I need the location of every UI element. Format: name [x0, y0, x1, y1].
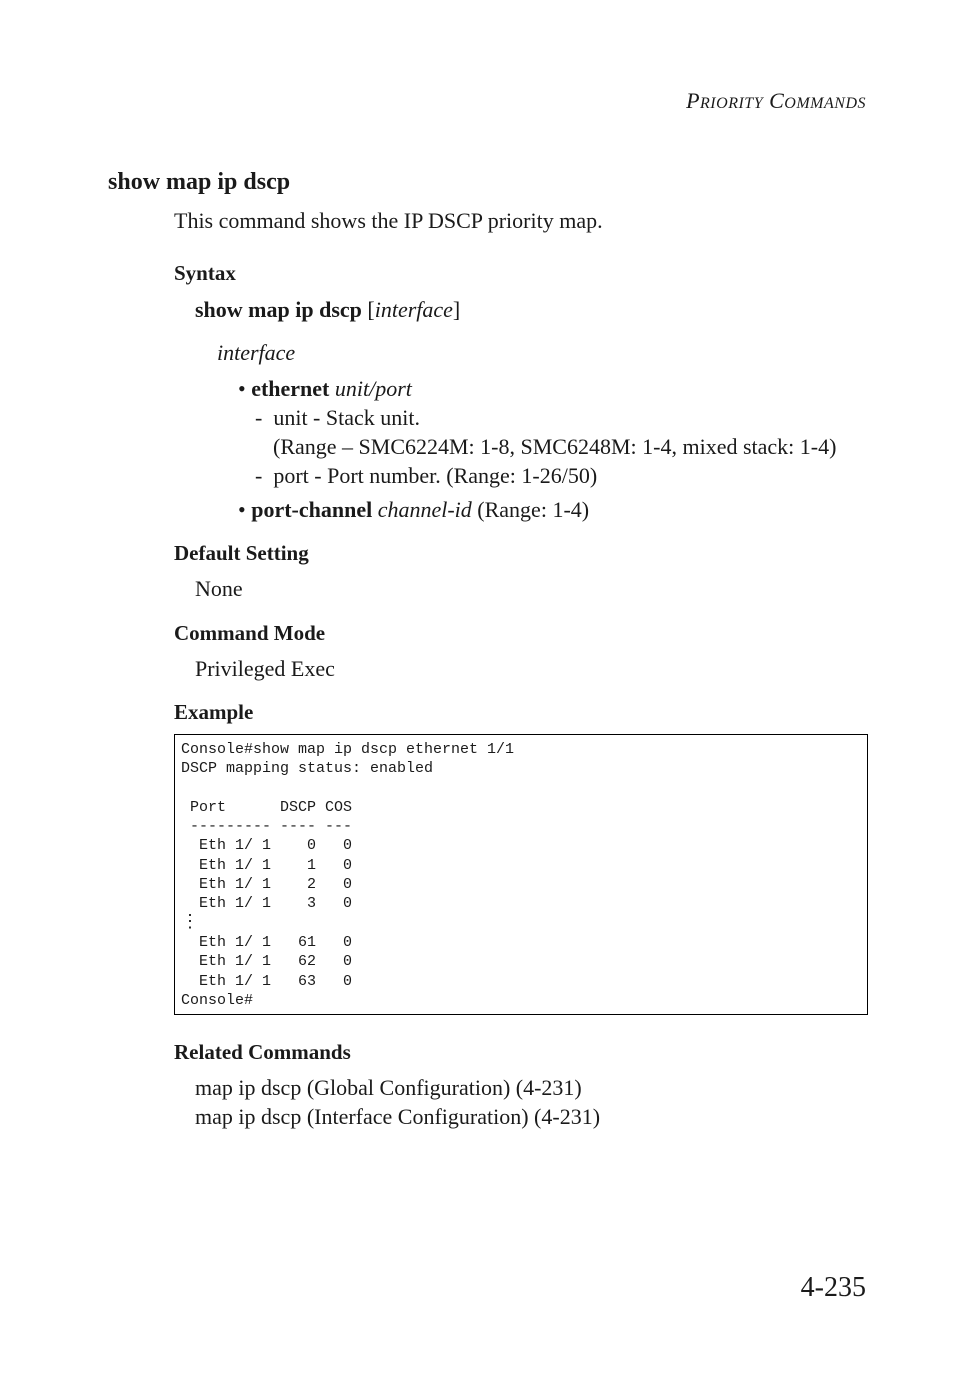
default-setting-heading: Default Setting: [174, 541, 309, 565]
bullet-marker: •: [238, 376, 246, 401]
running-head-rest: OMMANDS: [784, 95, 866, 112]
running-head-initial: P: [686, 88, 701, 113]
running-head: [686, 88, 866, 114]
bullet-param: unit/port: [334, 376, 412, 401]
syntax-heading: Syntax: [174, 261, 236, 285]
sub-item-port: [255, 463, 597, 489]
example-code: [181, 740, 514, 1010]
syntax-bracket: [: [367, 297, 375, 322]
command-mode-value: Privileged Exec: [195, 656, 335, 681]
related-command-link[interactable]: map ip dscp (Global Configuration) (4-231): [195, 1075, 582, 1100]
bullet-ethernet: [238, 376, 412, 402]
bullet-range: (Range: 1-4): [477, 497, 590, 522]
code-line: Port DSCP COS: [181, 798, 353, 816]
related-command-link[interactable]: map ip dscp (Interface Configuration) (4-231): [195, 1104, 601, 1129]
running-head-initial: C: [769, 88, 785, 113]
example-code-box: [174, 734, 868, 1015]
bullet-keyword: ethernet: [251, 376, 330, 401]
ellipsis-vertical: ⋮: [181, 910, 199, 931]
code-line: --------- ---- ---: [181, 818, 353, 836]
code-line: Eth 1/ 1 62 0: [181, 953, 353, 971]
bullet-keyword: port-channel: [251, 497, 373, 522]
related-commands-heading: Related Commands: [174, 1040, 351, 1064]
syntax-line: [195, 297, 460, 323]
command-mode-heading: Command Mode: [174, 621, 326, 645]
bullet-param: channel-id: [377, 497, 472, 522]
code-line: Console#: [181, 991, 254, 1009]
sub-item-text: port - Port number. (Range: 1-26/50): [273, 463, 598, 488]
sub-item-dash: -: [255, 463, 263, 488]
code-line: Eth 1/ 1 0 0: [181, 837, 353, 855]
default-setting-value: None: [195, 576, 243, 601]
syntax-param: interface: [374, 297, 453, 322]
syntax-command: show map ip dscp: [195, 297, 362, 322]
command-description: This command shows the IP DSCP priority map.: [174, 208, 603, 233]
sub-item-dash: -: [255, 405, 263, 430]
sub-item-range: (Range – SMC6224M: 1-8, SMC6248M: 1-4, mixed stack: 1-4): [273, 434, 837, 459]
code-line: Eth 1/ 1 1 0: [181, 856, 353, 874]
page-number: 4-235: [800, 1272, 866, 1303]
example-heading: Example: [174, 700, 254, 724]
bullet-marker: •: [238, 497, 246, 522]
code-line: Eth 1/ 1 63 0: [181, 972, 353, 990]
code-line: Eth 1/ 1 61 0: [181, 933, 353, 951]
param-label: interface: [217, 340, 296, 365]
sub-item-unit: [255, 405, 420, 431]
code-line: DSCP mapping status: enabled: [181, 760, 434, 778]
code-line: Eth 1/ 1 2 0: [181, 876, 353, 894]
bullet-port-channel: [238, 497, 589, 523]
running-head-rest: RIORITY: [700, 95, 764, 112]
command-title: show map ip dscp: [108, 169, 291, 195]
code-line: Eth 1/ 1 3 0: [181, 895, 353, 913]
code-line: Console#show map ip dscp ethernet 1/1: [181, 741, 515, 758]
sub-item-text: unit - Stack unit.: [273, 405, 420, 430]
syntax-bracket: ]: [452, 297, 461, 322]
